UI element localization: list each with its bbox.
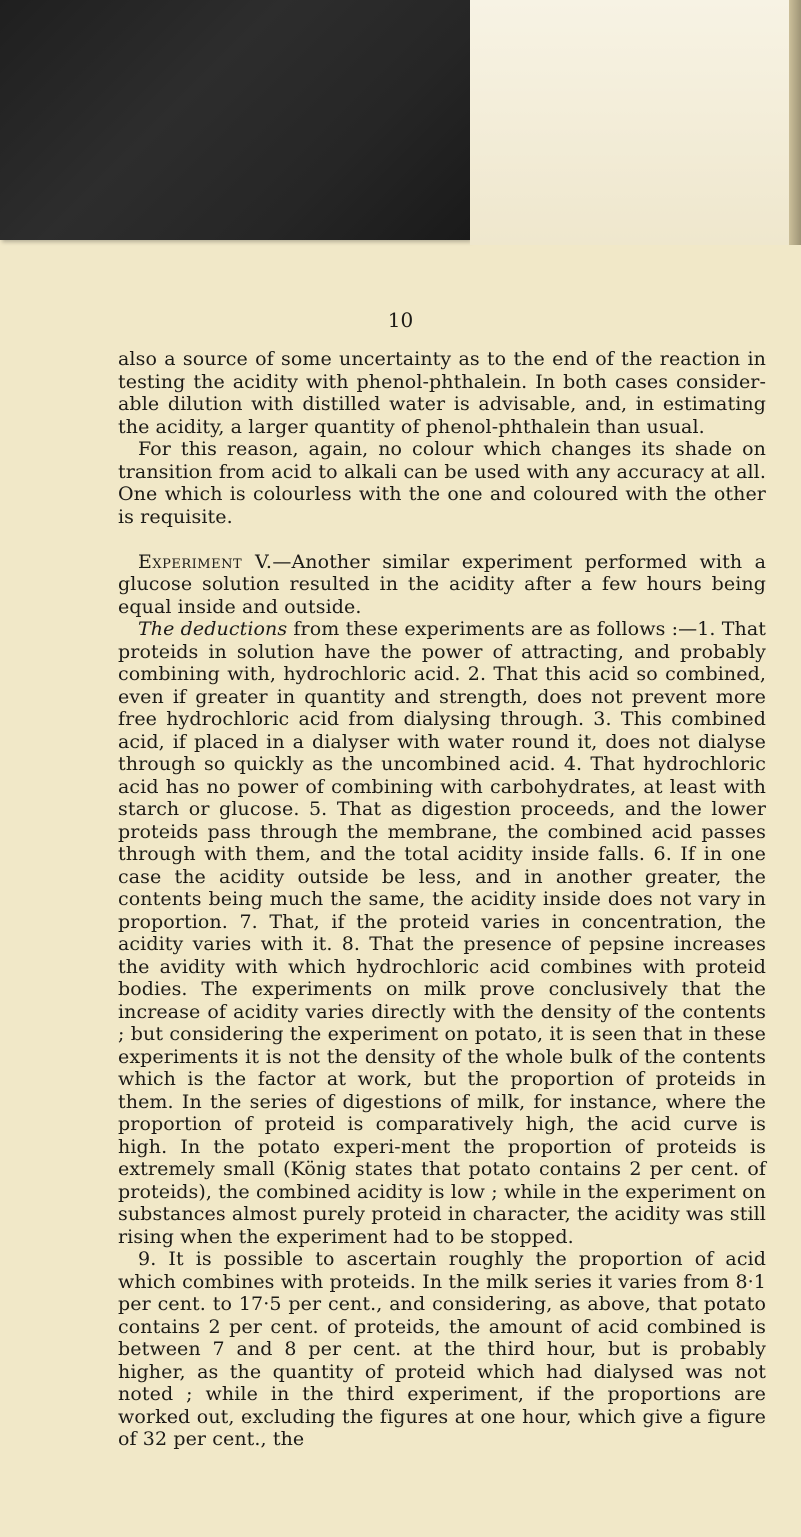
- paragraph-experiment-v: [118, 551, 766, 619]
- page-number: 10: [387, 308, 414, 332]
- experiment-label: Experiment V.: [138, 550, 273, 573]
- experiment-text: —Another similar experiment performed with a glucose solution resulted in the acidity after a few hours being equal inside and outside.: [118, 550, 766, 618]
- adjacent-sheet: [470, 0, 801, 245]
- deductions-label: The deductions: [138, 618, 288, 640]
- paragraph-gap: [118, 528, 766, 551]
- paragraph-testing-acidity: also a source of some uncertainty as to the end of the reaction in testing the acidity with phenol-phthalein. In both cases consider-able dilution with distilled water is advisable, and, in estimating the acidity, a larger quantity of phenol-phthalein than usual.: [118, 348, 766, 438]
- sheet-edge: [789, 0, 801, 245]
- paragraph-colour: For this reason, again, no colour which changes its shade on transition from acid to alkali can be used with any accuracy at all. One which is colourless with the one and coloured with the other is requisite.: [118, 438, 766, 528]
- dark-photo-area: [0, 0, 470, 240]
- deductions-text: from these experiments are as follows :—1. That proteids in solution have the power of attracting, and probably combining with, hydrochloric acid. 2. That this acid so combined, even if greater in quantity and strength, does not prevent more free hydrochloric acid from dialysing through. 3. This combined acid, if placed in a dialyser with water round it, does not dialyse through so quickly as the uncombined acid. 4. That hydrochloric acid has no power of combining with carbohydrates, at least with starch or glucose. 5. That as digestion proceeds, and the lower proteids pass through the membrane, the combined acid passes through with them, and the total acidity inside falls. 6. If in one case the acidity outside be less, and in another greater, the contents being much the same, the acidity inside does not vary in proportion. 7. That, if the proteid varies in concentration, the acidity varies with it. 8. That the presence of pepsine increases the avidity with which hydrochloric acid combines with proteid bodies. The experiments on milk prove conclusively that the increase of acidity varies directly with the density of the contents ; but considering the experiment on potato, it is seen that in these experiments it is not the density of the whole bulk of the contents which is the factor at work, but the proportion of proteids in them. In the series of digestions of milk, for instance, where the proportion of proteid is comparatively high, the acid curve is high. In the potato experi-ment the proportion of proteids is extremely small (König states that potato contains 2 per cent. of proteids), the combined acidity is low ; while in the experiment on substances almost purely proteid in character, the acidity was still rising when the experiment had to be stopped.: [118, 618, 766, 1248]
- paragraph-nine: 9. It is possible to ascertain roughly the proportion of acid which combines with proteids. In the milk series it varies from 8·1 per cent. to 17·5 per cent., and considering, as above, that potato contains 2 per cent. of proteids, the amount of acid combined is between 7 and 8 per cent. at the third hour, but is probably higher, as the quantity of proteid which had dialysed was not noted ; while in the third experiment, if the proportions are worked out, excluding the figures at one hour, which give a figure of 32 per cent., the: [118, 1248, 766, 1450]
- body-text: [118, 348, 766, 1451]
- paragraph-deductions: [118, 618, 766, 1248]
